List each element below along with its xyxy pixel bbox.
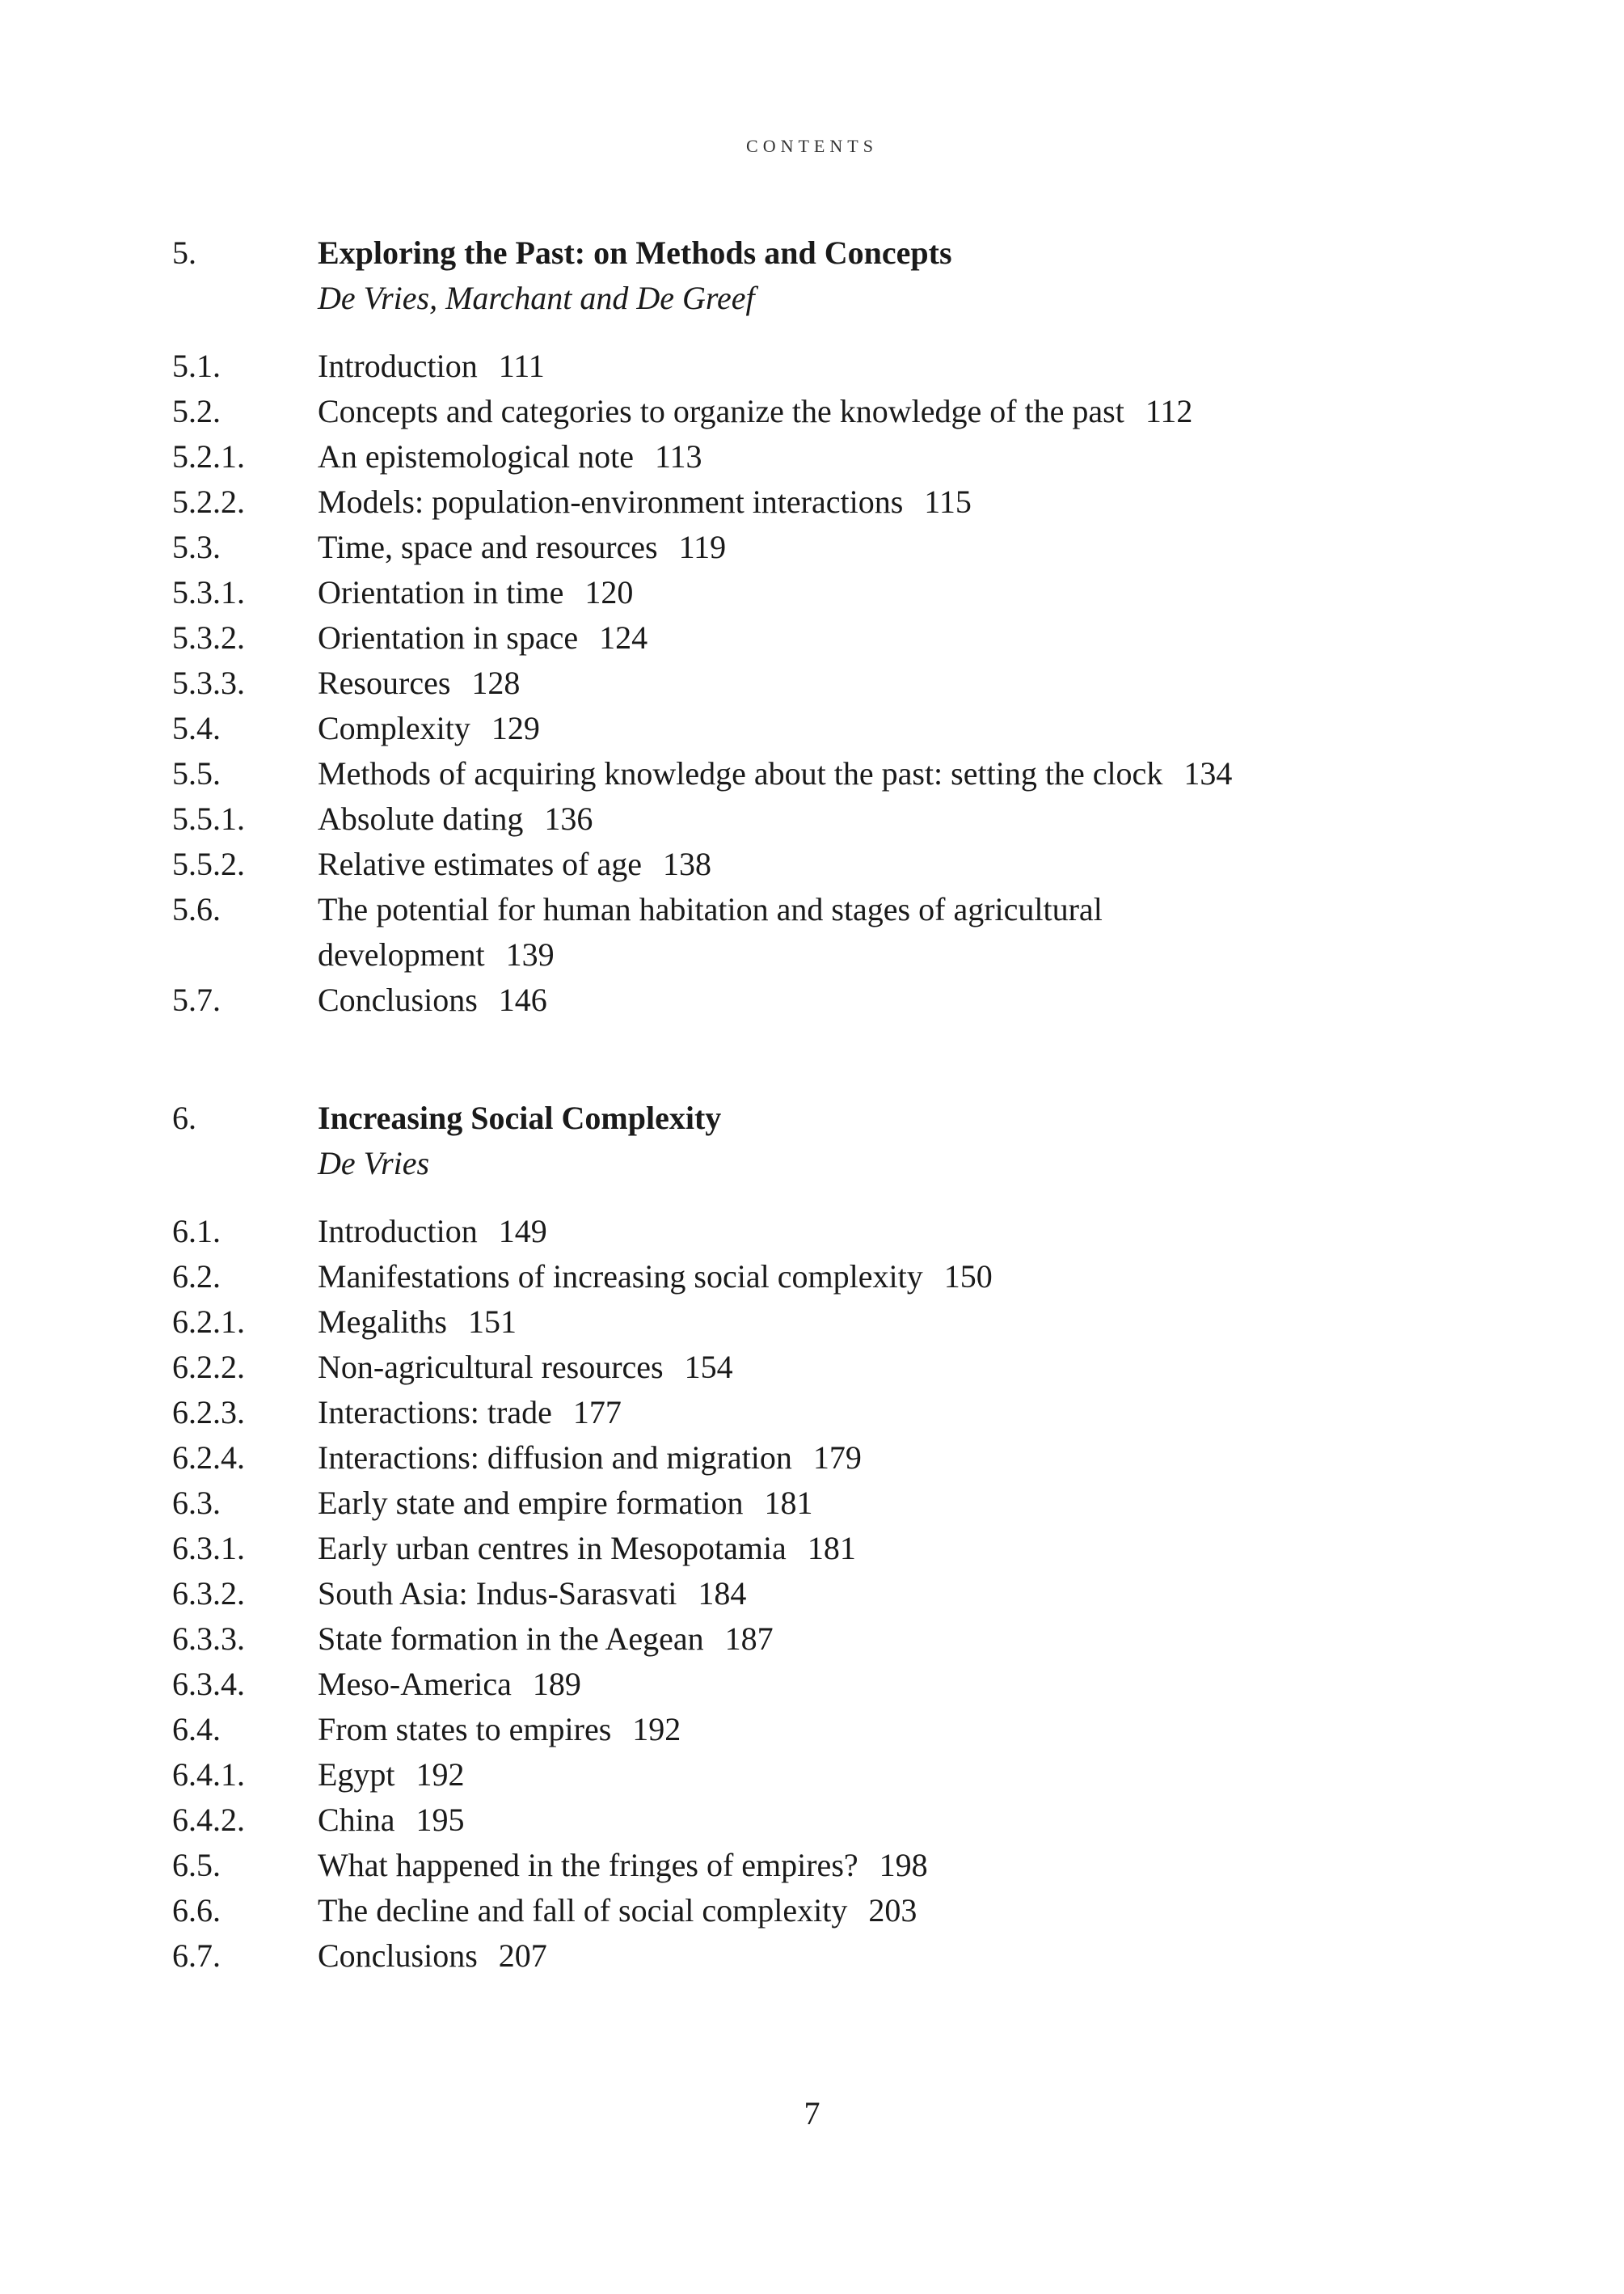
section-number: 6.4.2.: [172, 1802, 245, 1838]
page-number: 192: [632, 1711, 681, 1747]
section-title: Manifestations of increasing social complexity: [318, 1258, 923, 1295]
chapter-authors: De Vries, Marchant and De Greef: [318, 280, 755, 316]
section-title: Introduction: [318, 1213, 478, 1249]
page-number: 181: [807, 1530, 856, 1566]
section-title: Relative estimates of age: [318, 846, 642, 882]
chapter-5-entries: [172, 344, 1506, 1023]
toc-entry[interactable]: [172, 525, 1506, 570]
toc-entry[interactable]: [172, 887, 1506, 978]
toc-entry[interactable]: [172, 1299, 1506, 1345]
section-number: 6.2.1.: [172, 1303, 245, 1340]
page-number: 136: [544, 801, 593, 837]
page-number: 119: [678, 529, 727, 565]
section-title: Interactions: diffusion and migration: [318, 1439, 792, 1476]
toc-entry[interactable]: [172, 1843, 1506, 1888]
toc-entry[interactable]: [172, 1616, 1506, 1662]
section-number: 5.4.: [172, 710, 221, 746]
section-title-continued: development: [318, 936, 485, 973]
section-title: Conclusions: [318, 982, 478, 1018]
section-title: Concepts and categories to organize the knowledge of the past: [318, 393, 1124, 429]
section-title: What happened in the fringes of empires?: [318, 1847, 858, 1883]
section-number: 5.2.1.: [172, 438, 245, 475]
section-title: From states to empires: [318, 1711, 612, 1747]
page-number: 113: [655, 438, 702, 475]
section-number: 6.2.3.: [172, 1394, 245, 1430]
page-number: 115: [924, 484, 972, 520]
toc-entry[interactable]: [172, 842, 1506, 887]
section-number: 6.2.4.: [172, 1439, 245, 1476]
page-number: 128: [471, 665, 521, 701]
section-number: 5.1.: [172, 348, 221, 384]
page-number: 198: [879, 1847, 928, 1883]
page-number: 151: [467, 1303, 517, 1340]
toc-entry[interactable]: [172, 570, 1506, 615]
toc-entry[interactable]: [172, 1933, 1506, 1979]
section-number: 6.3.3.: [172, 1620, 245, 1657]
section-number: 5.3.1.: [172, 574, 245, 610]
toc-entry[interactable]: [172, 1481, 1506, 1526]
chapter-6-entries: [172, 1209, 1506, 1979]
toc-entry[interactable]: [172, 1752, 1506, 1798]
toc-entry[interactable]: [172, 389, 1506, 434]
chapter-number: 5.: [172, 234, 196, 271]
toc-entry[interactable]: [172, 1390, 1506, 1435]
page-number: 134: [1183, 755, 1233, 792]
section-title: State formation in the Aegean: [318, 1620, 704, 1657]
section-title: An epistemological note: [318, 438, 635, 475]
section-title: The decline and fall of social complexity: [318, 1892, 848, 1929]
section-number: 5.3.: [172, 529, 221, 565]
page-number: 181: [764, 1485, 813, 1521]
section-number: 6.3.: [172, 1485, 221, 1521]
section-title: Egypt: [318, 1756, 395, 1793]
section-title: Methods of acquiring knowledge about the past: setting the clock: [318, 755, 1163, 792]
section-number: 5.2.2.: [172, 484, 245, 520]
section-number: 6.3.4.: [172, 1666, 245, 1702]
section-number: 5.2.: [172, 393, 221, 429]
page-number: 139: [505, 936, 555, 973]
section-number: 6.3.1.: [172, 1530, 245, 1566]
section-number: 6.1.: [172, 1213, 221, 1249]
section-number: 5.6.: [172, 891, 221, 927]
section-number: 6.2.: [172, 1258, 221, 1295]
section-title: Non-agricultural resources: [318, 1349, 664, 1385]
toc-entry[interactable]: [172, 1254, 1506, 1299]
toc-entry[interactable]: [172, 1707, 1506, 1752]
section-title: South Asia: Indus-Sarasvati: [318, 1575, 677, 1612]
section-title: Conclusions: [318, 1937, 478, 1974]
page-folio: 7: [804, 2095, 820, 2131]
section-title: Absolute dating: [318, 801, 524, 837]
section-number: 6.2.2.: [172, 1349, 245, 1385]
toc-entry[interactable]: [172, 978, 1506, 1023]
section-title: Orientation in time: [318, 574, 564, 610]
chapter-gap: [172, 1023, 1506, 1096]
page-number: 149: [498, 1213, 547, 1249]
toc-entry[interactable]: [172, 751, 1506, 796]
section-number: 6.5.: [172, 1847, 221, 1883]
section-number: 6.4.: [172, 1711, 221, 1747]
page-number: 189: [532, 1666, 581, 1702]
page-number: 207: [498, 1937, 547, 1974]
section-title: Time, space and resources: [318, 529, 658, 565]
section-title: Interactions: trade: [318, 1394, 552, 1430]
chapter-title: Increasing Social Complexity: [318, 1100, 722, 1136]
running-head: CONTENTS: [746, 136, 878, 156]
toc-entry[interactable]: [172, 1435, 1506, 1481]
page-number: 192: [415, 1756, 465, 1793]
section-title: Models: population-environment interactions: [318, 484, 904, 520]
page-number: 187: [724, 1620, 774, 1657]
page-number: 146: [498, 982, 547, 1018]
table-of-contents: [172, 230, 1506, 1979]
section-number: 6.4.1.: [172, 1756, 245, 1793]
toc-entry[interactable]: [172, 1888, 1506, 1933]
chapter-title: Exploring the Past: on Methods and Concepts: [318, 234, 952, 271]
section-title: Meso-America: [318, 1666, 512, 1702]
section-number: 6.6.: [172, 1892, 221, 1929]
section-title: Megaliths: [318, 1303, 447, 1340]
page-number: 203: [868, 1892, 917, 1929]
section-title: Complexity: [318, 710, 470, 746]
section-title: Orientation in space: [318, 619, 579, 656]
chapter-6-heading: [172, 1096, 1506, 1186]
toc-entry[interactable]: [172, 344, 1506, 389]
page-number: 195: [415, 1802, 465, 1838]
page-number: 120: [584, 574, 634, 610]
page-number: 179: [812, 1439, 862, 1476]
toc-entry[interactable]: [172, 1526, 1506, 1571]
toc-entry[interactable]: [172, 706, 1506, 751]
section-number: 5.3.3.: [172, 665, 245, 701]
section-title: The potential for human habitation and stages of agricultural: [318, 891, 1103, 927]
page-number: 124: [599, 619, 648, 656]
section-number: 6.3.2.: [172, 1575, 245, 1612]
toc-entry[interactable]: [172, 1662, 1506, 1707]
toc-entry[interactable]: [172, 661, 1506, 706]
page-number: 111: [498, 348, 545, 384]
section-title: China: [318, 1802, 395, 1838]
toc-entry[interactable]: [172, 796, 1506, 842]
page-number: 177: [572, 1394, 622, 1430]
section-title: Resources: [318, 665, 451, 701]
section-number: 5.5.: [172, 755, 221, 792]
toc-entry[interactable]: [172, 434, 1506, 480]
section-number: 5.3.2.: [172, 619, 245, 656]
section-title: Introduction: [318, 348, 478, 384]
section-number: 5.7.: [172, 982, 221, 1018]
chapter-number: 6.: [172, 1100, 196, 1136]
section-title: Early urban centres in Mesopotamia: [318, 1530, 787, 1566]
page-number: 150: [943, 1258, 993, 1295]
toc-entry[interactable]: [172, 1798, 1506, 1843]
toc-entry[interactable]: [172, 1209, 1506, 1254]
toc-entry[interactable]: [172, 480, 1506, 525]
toc-entry[interactable]: [172, 1571, 1506, 1616]
chapter-5-heading: [172, 230, 1506, 321]
toc-entry[interactable]: [172, 615, 1506, 661]
chapter-authors: De Vries: [318, 1145, 430, 1181]
page-number: 112: [1145, 393, 1193, 429]
page-number: 129: [491, 710, 540, 746]
page-number: 184: [698, 1575, 747, 1612]
page-number: 154: [684, 1349, 733, 1385]
page-number: 138: [662, 846, 711, 882]
section-number: 5.5.2.: [172, 846, 245, 882]
section-number: 6.7.: [172, 1937, 221, 1974]
section-title: Early state and empire formation: [318, 1485, 744, 1521]
section-number: 5.5.1.: [172, 801, 245, 837]
toc-entry[interactable]: [172, 1345, 1506, 1390]
